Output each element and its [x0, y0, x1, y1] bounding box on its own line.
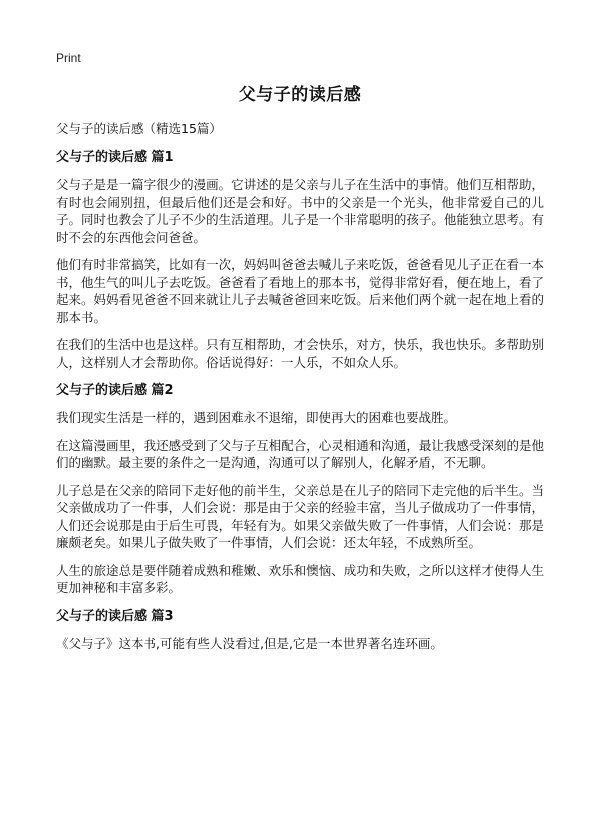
- document-subtitle: 父与子的读后感（精选15篇）: [56, 121, 222, 136]
- paragraph: 人生的旅途总是要伴随着成熟和稚嫩、欢乐和懊恼、成功和失败，之所以这样才使得人生更加神秘和丰富多彩。: [56, 562, 544, 595]
- paragraph: 在这篇漫画里，我还感受到了父与子互相配合，心灵相通和沟通，最让我感受深刻的是他们的幽默。最主要的条件之一是沟通，沟通可以了解别人，化解矛盾，不无聊。: [56, 437, 544, 470]
- paragraph: 儿子总是在父亲的陪同下走好他的前半生，父亲总是在儿子的陪同下走完他的后半生。当父亲做成功了一件事，人们会说：那是由于父亲的经验丰富，当儿子做成功了一件事情，人们还会说那是由于后生可畏，年轻有为。如果父亲做失败了一件事情，人们会说：那是廉颇老矣。如果儿子做失败了一件事情，人们会说：还太年轻，不成熟所至。: [56, 482, 544, 550]
- document-title: 父与子的读后感: [238, 85, 362, 105]
- print-link[interactable]: Print: [56, 51, 81, 65]
- section-heading: 父与子的读后感 篇3: [56, 608, 174, 624]
- section-heading: 父与子的读后感 篇1: [56, 150, 174, 165]
- paragraph: 我们现实生活是一样的，遇到困难永不退缩，即使再大的困难也要战胜。: [56, 410, 457, 425]
- paragraph: 《父与子》这本书,可能有些人没看过,但是,它是一本世界著名连环画。: [56, 635, 443, 651]
- paragraph: 他们有时非常搞笑，比如有一次，妈妈叫爸爸去喊儿子来吃饭，爸爸看见儿子正在看一本书，他生气的叫儿子去吃饭。爸爸看了看地上的那本书，觉得非常好看，便在地上，看了起来。妈妈看见爸爸不回来就让儿子去喊爸爸回来吃饭。后来他们两个就一起在地上看的那本书。: [56, 257, 544, 325]
- paragraph: 在我们的生活中也是这样。只有互相帮助，才会快乐，对方，快乐，我也快乐。多帮助别人，这样别人才会帮助你。俗话说得好：一人乐，不如众人乐。: [56, 337, 544, 370]
- paragraph: 父与子是是一篇字很少的漫画。它讲述的是父亲与儿子在生活中的事情。他们互相帮助，有时也会闹别扭，但最后他们还是会和好。书中的父亲是一个光头，他非常爱自己的儿子。同时也教会了儿子不少的生活道理。儿子是一个非常聪明的孩子。他能独立思考。有时不会的东西他会问爸爸。: [56, 177, 544, 245]
- section-heading: 父与子的读后感 篇2: [56, 383, 174, 398]
